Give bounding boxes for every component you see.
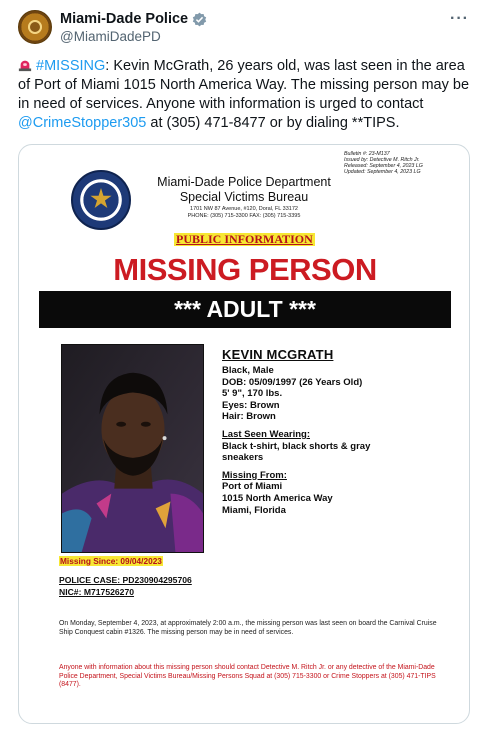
department-address: 1701 NW 87 Avenue, #120, Doral, FL 33172 bbox=[190, 206, 298, 212]
bulletin-updated: Updated: September 4, 2023 LG bbox=[344, 169, 421, 175]
missing-from-line1: Port of Miami bbox=[222, 481, 283, 493]
hashtag-missing-link[interactable]: #MISSING bbox=[36, 58, 106, 74]
missing-from-line2: 1015 North America Way bbox=[222, 492, 333, 504]
adult-category-bar: *** ADULT *** bbox=[39, 291, 451, 328]
missing-person-title: MISSING PERSON bbox=[113, 252, 377, 287]
person-race-sex: Black, Male bbox=[222, 365, 274, 376]
missing-from-line3: Miami, Florida bbox=[222, 504, 286, 516]
author-display-name[interactable]: Miami-Dade Police bbox=[60, 11, 189, 27]
author-name-row bbox=[60, 11, 207, 27]
mention-crimestopper-link[interactable]: @CrimeStopper305 bbox=[18, 115, 147, 131]
tweet-text-part2: at (305) 471-8477 or by dialing **TIPS. bbox=[146, 115, 400, 131]
bulletin-info bbox=[344, 151, 423, 175]
tweet-text-part1: : Kevin McGrath, 26 years old, was last seen in the area of Port of Miami 1015 North America Way. The missing person may be in need of services. Anyone with information is urged to contact bbox=[18, 58, 470, 112]
verified-badge-icon bbox=[192, 12, 207, 27]
nic-number: NIC#: M717526270 bbox=[59, 586, 135, 597]
last-seen-wearing-line2: sneakers bbox=[222, 452, 264, 464]
person-dob: DOB: 05/09/1997 (26 Years Old) bbox=[222, 376, 363, 388]
department-seal-icon bbox=[71, 170, 131, 230]
department-name: Miami-Dade Police Department bbox=[157, 175, 331, 189]
more-options-icon[interactable]: ··· bbox=[450, 10, 469, 27]
missing-since-label: Missing Since: 09/04/2023 bbox=[60, 556, 162, 566]
contact-information: Anyone with information about this missing person should contact Detective M. Ritch Jr. or any detective of the Miami-Dade Police Department, Special Victims Bureau/Missing Persons Squad at (305) 715-3300 or Crime Stoppers at (305) 471-TIPS (8477). bbox=[59, 664, 436, 689]
person-details bbox=[222, 347, 462, 516]
tweet-text bbox=[18, 57, 473, 133]
bulletin-issued-by: Issued by: Detective M. Ritch Jr. bbox=[344, 157, 420, 163]
bulletin-number: Bulletin #: 23-M137 bbox=[344, 151, 390, 157]
case-numbers bbox=[59, 575, 192, 598]
police-case-number: POLICE CASE: PD230904295706 bbox=[59, 575, 192, 585]
bureau-name: Special Victims Bureau bbox=[179, 190, 309, 204]
person-photo bbox=[61, 344, 204, 553]
missing-person-flyer-image[interactable] bbox=[18, 144, 470, 724]
person-name: KEVIN MCGRATH bbox=[222, 347, 334, 362]
author-handle[interactable]: @MiamiDadePD bbox=[60, 29, 161, 44]
person-height-weight: 5' 9", 170 lbs. bbox=[222, 388, 283, 400]
person-hair: Hair: Brown bbox=[222, 411, 276, 423]
siren-emoji-icon bbox=[18, 58, 32, 72]
public-information-label: PUBLIC INFORMATION bbox=[176, 232, 313, 246]
department-contact bbox=[129, 206, 359, 220]
last-seen-wearing-heading: Last Seen Wearing: bbox=[222, 428, 310, 440]
missing-from-heading: Missing From: bbox=[222, 469, 287, 481]
person-eyes: Eyes: Brown bbox=[222, 399, 280, 411]
author-avatar[interactable] bbox=[18, 10, 52, 44]
department-heading bbox=[129, 175, 359, 205]
last-seen-wearing-line1: Black t-shirt, black shorts & gray bbox=[222, 440, 371, 452]
incident-narrative: On Monday, September 4, 2023, at approximately 2:00 a.m., the missing person was last seen on board the Carnival Cruise Ship Conquest cabin #1326. The missing person may be in need of services. bbox=[59, 620, 437, 636]
bulletin-released: Released: September 4, 2023 LG bbox=[344, 163, 423, 169]
department-phone: PHONE: (305) 715-3300 FAX: (305) 715-3395 bbox=[187, 213, 301, 219]
